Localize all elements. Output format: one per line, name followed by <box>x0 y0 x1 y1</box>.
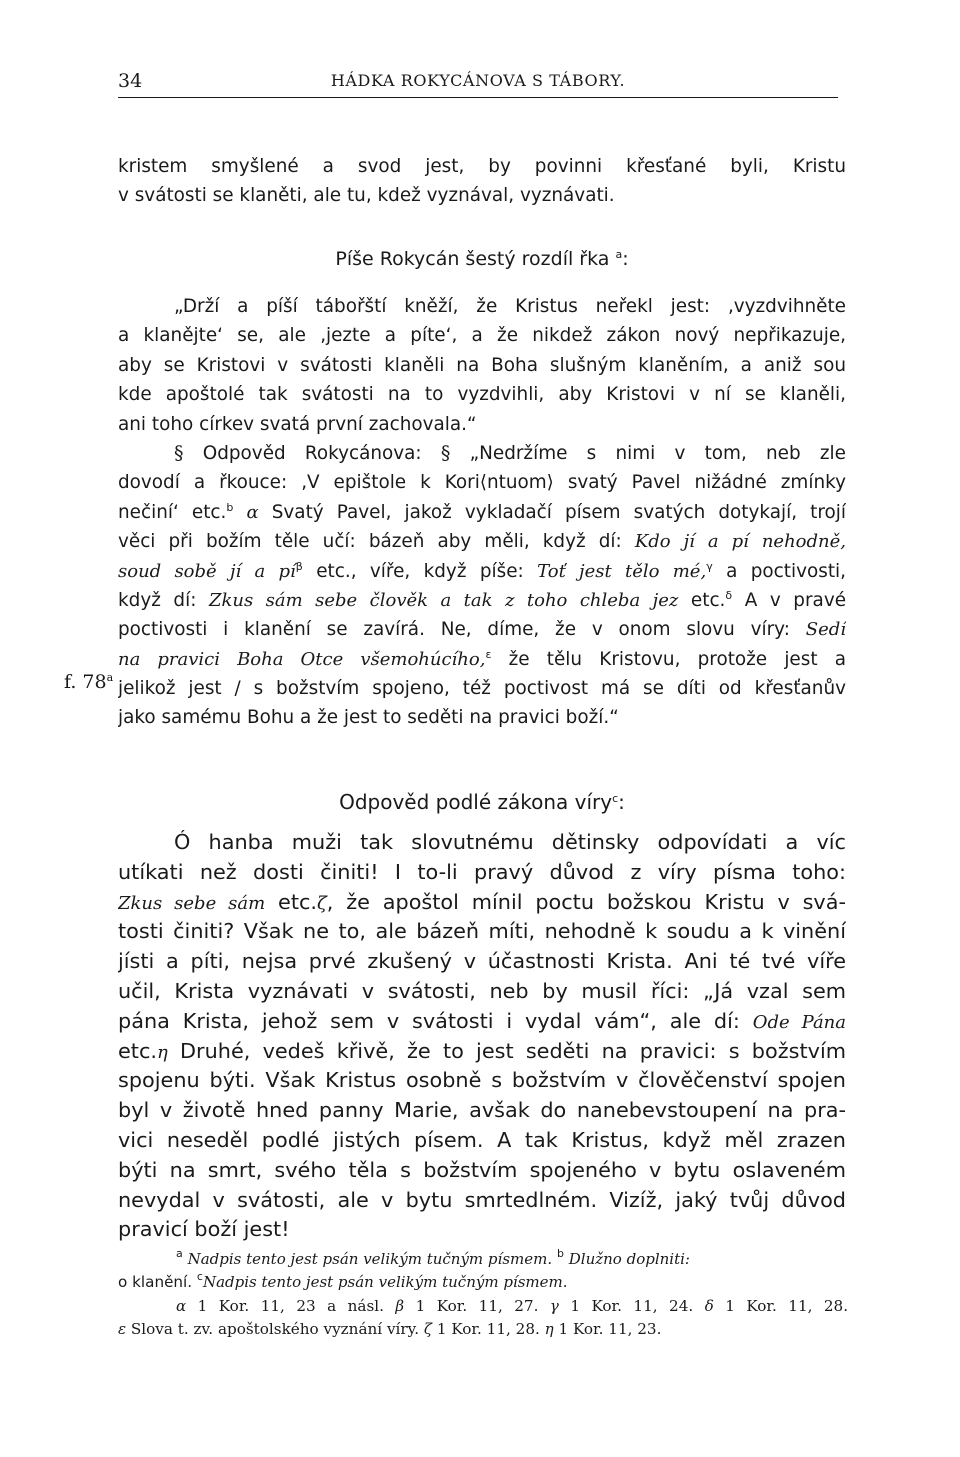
running-header <box>118 70 838 98</box>
footnote-line: ε Slova t. zv. apoštolského vyznání víry. ζ 1 Kor. 11, 28. η 1 Kor. 11, 23. <box>118 1320 662 1339</box>
section-mark: § <box>440 441 451 464</box>
text-line: když dí: Zkus sám sebe člověk a tak z toho chleba jez etc.$^\delta$ A v pravé <box>118 588 846 611</box>
text-line: poctivosti i klanění se zavírá. Ne, díme, že v onom slovu víry: Sedí <box>118 619 846 641</box>
folio-marker: f. 78$^a$ <box>64 671 114 693</box>
footnote-line: o klanění. $^c$Nadpis tento jest psán velikým tučným písmem. <box>118 1271 568 1292</box>
section-mark: § <box>174 441 184 464</box>
footnote-line: α 1 Kor. 11, 23 a násl. β 1 Kor. 11, 27. γ 1 Kor. 11, 24. δ 1 Kor. 11, 28. <box>176 1296 848 1315</box>
text-line: ani toho církev svatá první zachovala.“ <box>118 413 477 435</box>
text-line: soud sobě jí a $pí^\beta$ etc., víře, když píše: Toť jest tělo mé,$^\gamma$ a poctivosti, <box>118 559 846 582</box>
text-line: aby se Kristovi v svátosti klaněli na Boha slušným klaněním, a aniž sou <box>118 354 846 376</box>
text-line: utíkati než dosti činiti! I to-li pravý důvod z víry písma toho: <box>118 859 846 884</box>
text-line: učil, Krista vyznávati v svátosti, neb by musil říci: „Já vzal sem <box>118 978 846 1003</box>
text-line: dovodí a řkouce: ‚V epištole k Kori⟨ntuom⟩ svatý Pavel nižádné zmínky <box>118 472 846 494</box>
text-line: § Odpověd Rokycánova: § „Nedržíme s nimi v tom, neb zle <box>174 441 846 464</box>
text-line: věci při božím těle učí: bázeň aby měli, když dí: Kdo jí a pí nehodně, <box>118 531 846 553</box>
footnote-ref: ε <box>485 647 492 661</box>
footnote-ref: b <box>226 500 234 514</box>
text-line: býti na smrt, svého těla s božstvím spojeného v bytu oslaveném <box>118 1157 846 1182</box>
quoted-passage <box>118 292 846 733</box>
footnote-ref: a <box>615 248 623 261</box>
text-line: byl v životě hned panny Marie, avšak do nanebevstoupení na pra- <box>118 1098 846 1123</box>
footnote-ref: γ <box>706 559 713 573</box>
text-line: spojenu býti. Však Kristus osobně s božstvím v člověčenství spojen <box>118 1068 846 1093</box>
text-line: kristem smyšlené a svod jest, by povinni křesťané byli, Kristu <box>118 156 846 177</box>
footnote-ref: η <box>157 1041 168 1063</box>
text-line: Ó hanba muži tak slovutnému dětinsky odpovídati a víc <box>174 830 846 854</box>
footnote-ref: c <box>612 792 619 805</box>
text-line: tosti činiti? Však ne to, ale bázeň míti, nehodně k soudu a k vinění <box>118 919 846 944</box>
footnote-ref: β <box>295 559 303 573</box>
header-rule <box>118 97 838 98</box>
text-line: v svátosti se klaněti, ale tu, kdež vyznával, vyznávati. <box>118 185 615 207</box>
page-number: 34 <box>118 70 143 92</box>
text-line: kde apoštolé tak svátosti na to vyzdvihli, aby Kristovi v ní se klaněli, <box>118 384 846 406</box>
footnote-line: $^a$ Nadpis tento jest psán velikým tučným písmem. $^b$ Dlužno doplniti: <box>176 1248 690 1268</box>
text-line: jelikož jest / s božstvím spojeno, též poctivost má se díti od křesťanův <box>118 678 846 700</box>
text-line: a klanějte‘ se, ale ‚jezte a píte‘, a že nikdež zákon nový nepřikazuje, <box>118 325 846 347</box>
text-line: etc.η Druhé, vedeš křivě, že to jest seděti na pravici: s božstvím <box>118 1038 846 1063</box>
text-line: na pravici Boha Otce všemohúcího,$^\varepsilon$ že tělu Kristovu, protože jest a <box>118 647 846 670</box>
text-line: jako samému Bohu a že jest to seděti na pravici boží.“ <box>118 707 619 729</box>
footnote-ref: α <box>246 501 259 523</box>
text-line: Zkus sebe sám etc.ζ, že apoštol mínil poctu božskou Kristu v svá- <box>118 889 846 914</box>
text-line: jísti a píti, nejsa prvé zkušený v účastnosti Krista. Ani té tvé víře <box>118 949 846 974</box>
heading-text: Odpověd podlé zákona víry <box>339 790 613 814</box>
text-line: nečiní‘ etc.$^b$ α Svatý Pavel, jakož vykladačí písem svatých dotykají, trojí <box>118 500 846 523</box>
text-line: nevydal v svátosti, ale v bytu smrtedlném. Vizíž, jaký tvůj důvod <box>118 1187 846 1212</box>
footnote-ref: δ <box>725 588 733 602</box>
reply-paragraph <box>118 828 846 1245</box>
text-line: pána Krista, jehož sem v svátosti i vydal vám“, ale dí: Ode Pána <box>118 1008 846 1033</box>
footnote-ref: ζ <box>317 892 327 914</box>
footnotes <box>118 1248 848 1342</box>
section-heading-2: Odpověd podlé zákona víry$^c$: <box>339 790 625 814</box>
running-title: HÁDKA ROKYCÁNOVA S TÁBORY. <box>330 71 626 90</box>
heading-text: Píše Rokycán šestý rozdíl řka <box>335 248 610 270</box>
text-line: vici neseděl podlé jistých písem. A tak Kristus, když měl zrazen <box>118 1127 846 1152</box>
section-heading-1: Píše Rokycán šestý rozdíl řka $^a$: <box>335 248 629 270</box>
main-text-top <box>118 152 846 211</box>
text-line: pravicí boží jest! <box>118 1217 290 1242</box>
text-line: „Drží a píší tábořští kněží, že Kristus neřekl jest: ‚vyzdvihněte <box>174 296 846 317</box>
